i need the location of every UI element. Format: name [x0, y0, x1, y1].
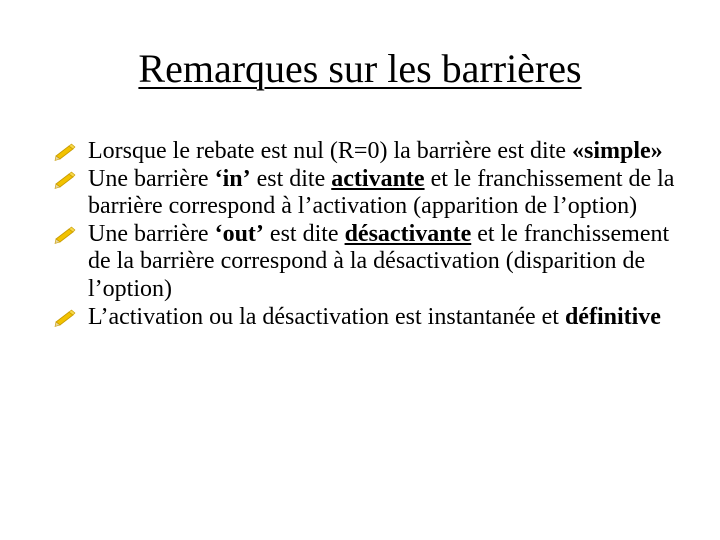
bullet-item: [88, 166, 688, 221]
text-run-bold-underline: désactivante: [344, 220, 472, 247]
pencil-icon: [54, 224, 76, 244]
text-run-bold: «simple»: [572, 138, 663, 164]
pencil-icon: [54, 141, 76, 161]
pencil-icon: [54, 169, 76, 189]
text-run: Une barrière: [88, 165, 215, 192]
bullet-list: [88, 138, 688, 331]
bullet-text: [88, 304, 661, 330]
text-run-bold-underline: activante: [331, 165, 425, 192]
text-run: Une barrière: [88, 220, 215, 247]
text-run: Lorsque le rebate est nul (R=0) la barrière est dite: [88, 138, 573, 164]
text-run-bold: définitive: [564, 303, 661, 330]
text-run: L’activation ou la désactivation est instantanée et: [88, 303, 565, 330]
text-run: est dite: [263, 220, 345, 247]
bullet-text: [88, 166, 674, 220]
bullet-item: [88, 221, 688, 304]
bullet-item: [88, 304, 688, 332]
slide-title: Remarques sur les barrières: [138, 46, 582, 91]
text-run-bold: ‘in’: [214, 165, 251, 192]
text-run: est dite: [250, 165, 332, 192]
pencil-icon: [54, 307, 76, 327]
text-run: et le franchissement de la barrière correspond à l’activation (apparition de l’option): [88, 165, 675, 220]
text-run: et le franchissement de la barrière correspond à la désactivation (disparition de l’option): [88, 220, 670, 302]
bullet-text: [88, 221, 669, 302]
bullet-text: [88, 138, 663, 164]
text-run-bold: ‘out’: [214, 220, 264, 247]
bullet-item: [88, 138, 688, 166]
